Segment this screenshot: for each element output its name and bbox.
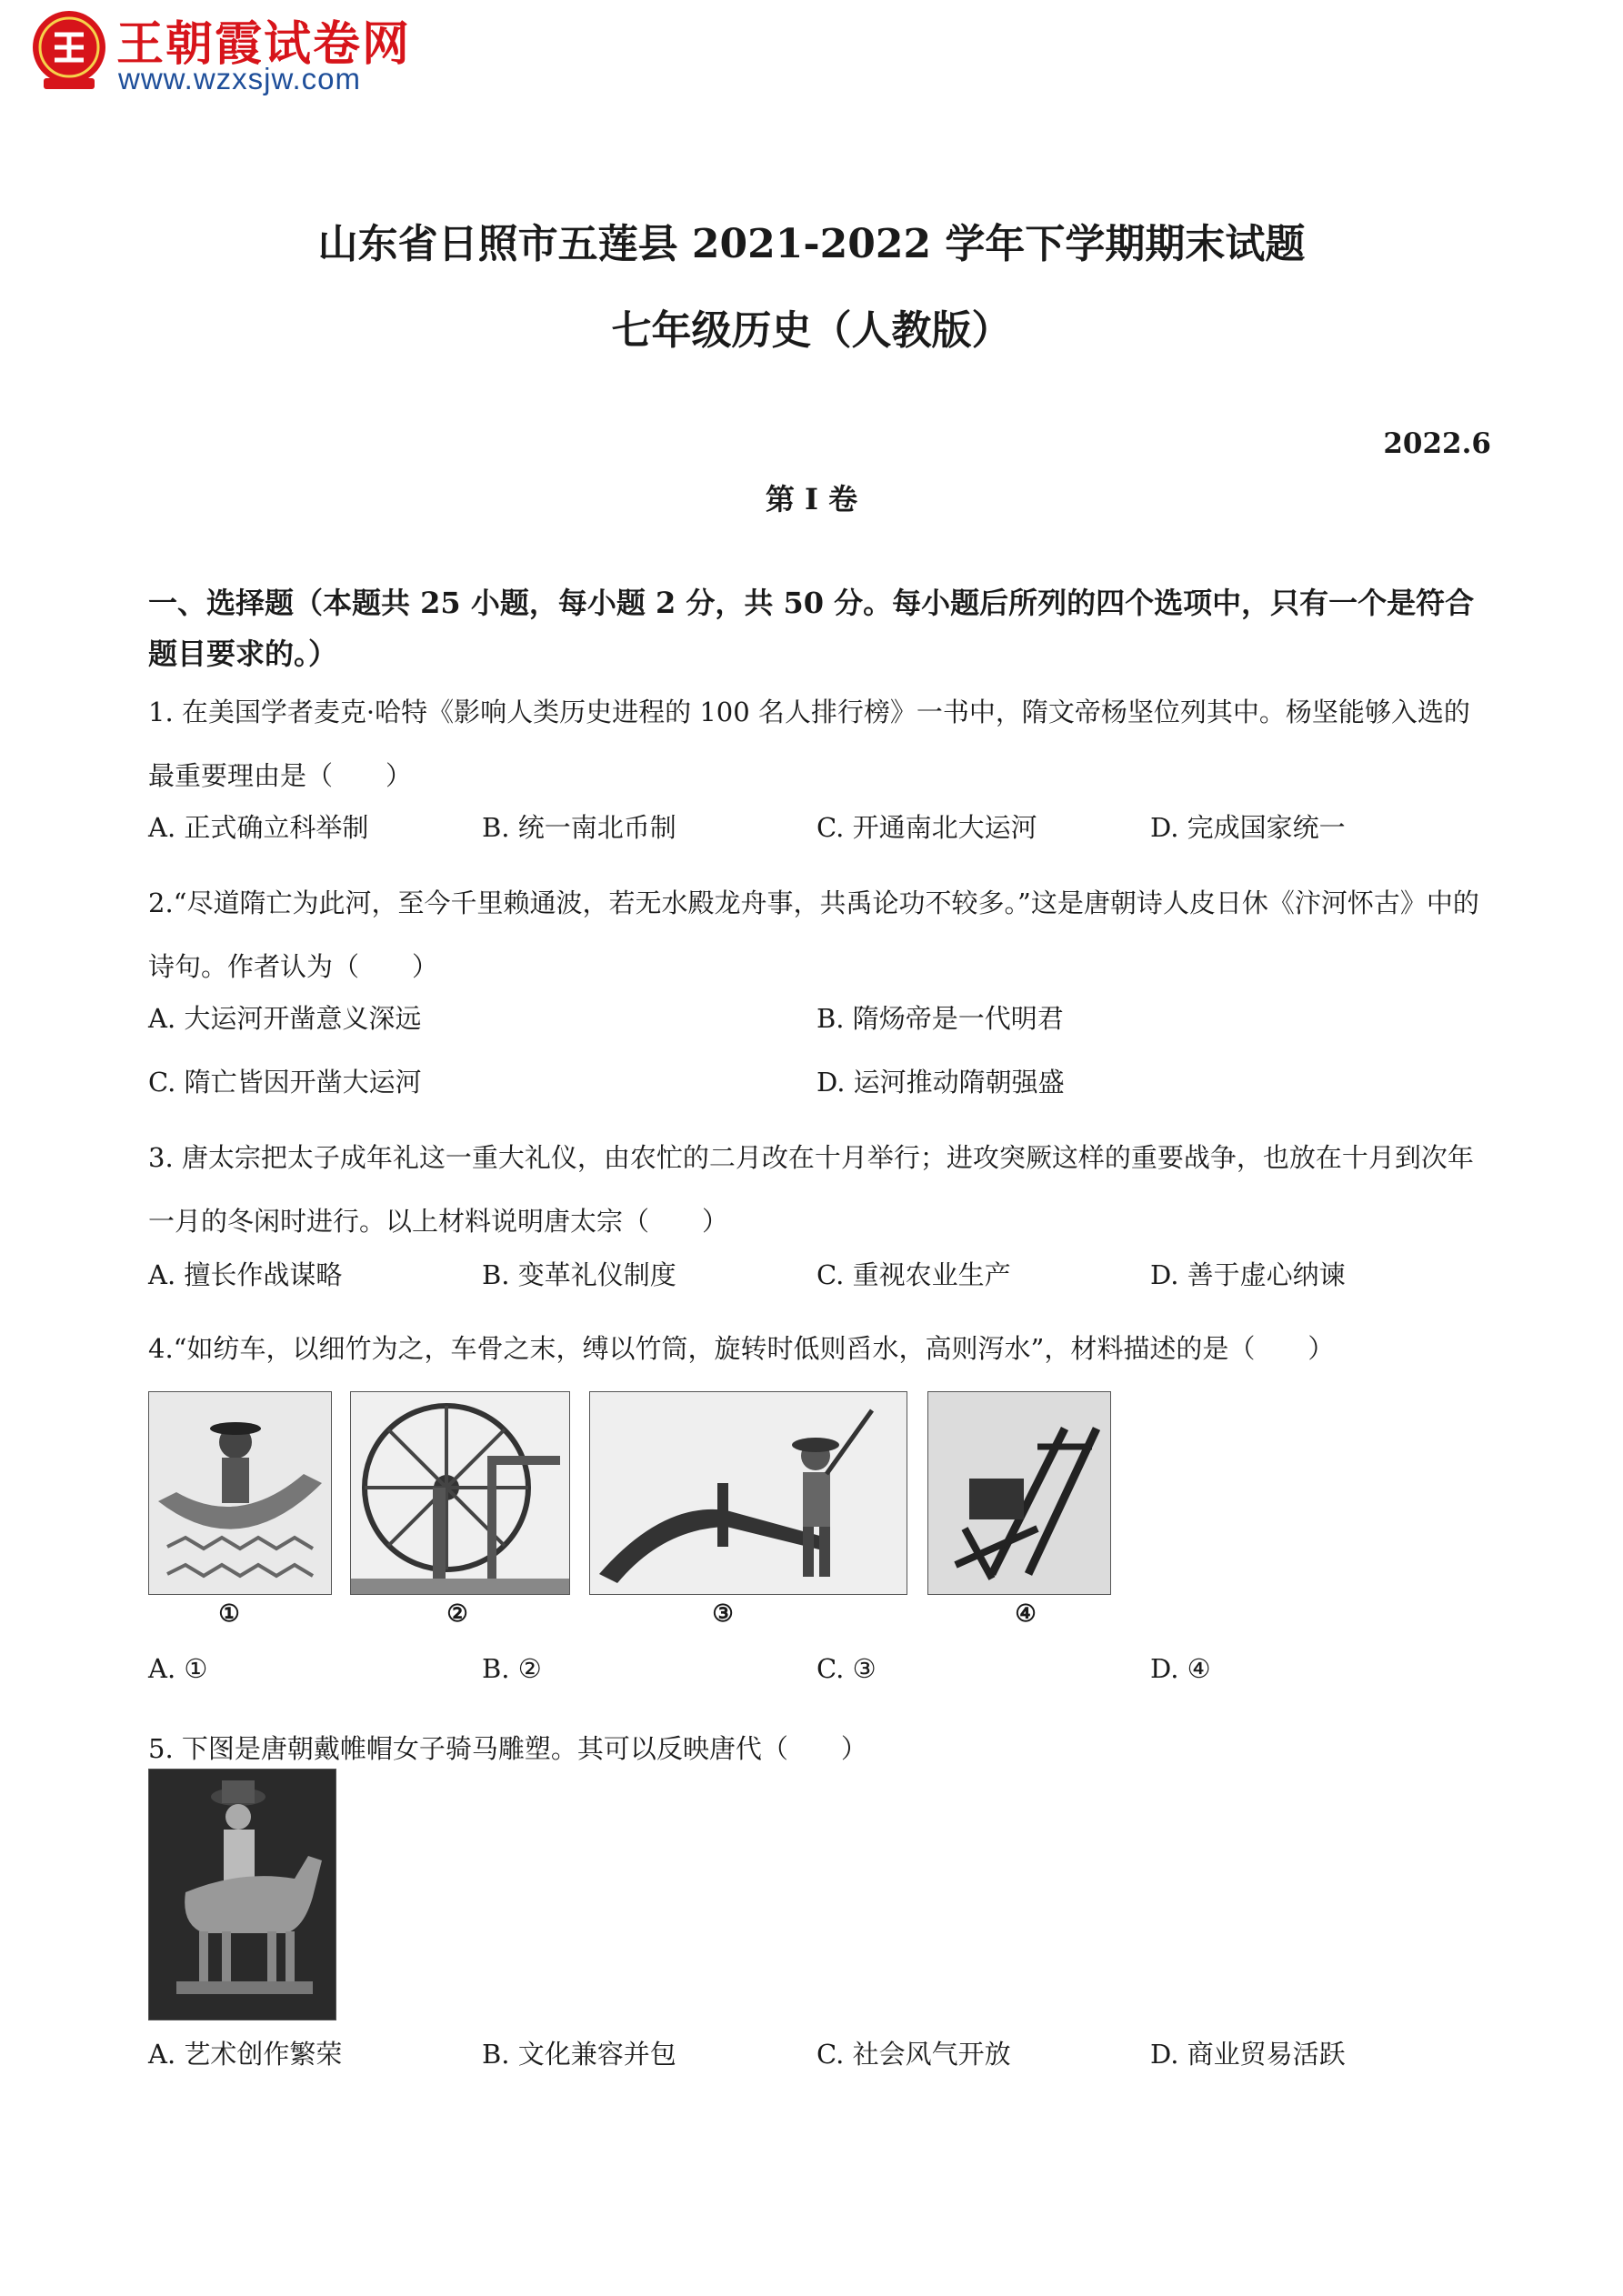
- question-1-option-b[interactable]: B. 统一南北币制: [482, 812, 676, 843]
- question-2-option-a[interactable]: A. 大运河开凿意义深远: [148, 1003, 422, 1034]
- question-4-image-3: [589, 1391, 907, 1595]
- question-1-option-d[interactable]: D. 完成国家统一: [1150, 812, 1346, 843]
- question-5-option-d[interactable]: D. 商业贸易活跃: [1150, 2039, 1346, 2070]
- question-3-option-d[interactable]: D. 善于虚心纳谏: [1150, 1259, 1346, 1290]
- question-5-option-c[interactable]: C. 社会风气开放: [817, 2039, 1011, 2070]
- question-1-stem: 1. 在美国学者麦克·哈特《影响人类历史进程的 100 名人排行榜》一书中，隋文帝杨坚位列其中。杨坚能够入选的最重要理由是（ ）: [148, 697, 1470, 791]
- section-heading: 一、选择题（本题共 25 小题，每小题 2 分，共 50 分。每小题后所列的四个选项中，只有一个是符合题目要求的。）: [148, 586, 1475, 671]
- question-1-option-c[interactable]: C. 开通南北大运河: [817, 812, 1037, 843]
- watermark-logo: [27, 7, 111, 91]
- question-2-option-b[interactable]: B. 隋炀帝是一代明君: [817, 1003, 1064, 1034]
- exam-date: 2022.6: [1383, 427, 1491, 460]
- question-4-image-label-1: ①: [218, 1600, 240, 1628]
- question-4-option-b[interactable]: B. ②: [482, 1653, 542, 1684]
- question-3-option-b[interactable]: B. 变革礼仪制度: [482, 1259, 676, 1290]
- question-4-image-1: [148, 1391, 332, 1595]
- question-4-image-2: [350, 1391, 570, 1595]
- question-4-option-c[interactable]: C. ③: [817, 1653, 877, 1684]
- question-1-option-a[interactable]: A. 正式确立科举制: [148, 812, 369, 843]
- question-4-image-label-2: ②: [446, 1600, 468, 1628]
- volume-label: 第 I 卷: [765, 482, 858, 516]
- question-3-option-a[interactable]: A. 擅长作战谋略: [148, 1259, 343, 1290]
- question-5-option-b[interactable]: B. 文化兼容并包: [482, 2039, 676, 2070]
- question-4-image-4: [927, 1391, 1111, 1595]
- exam-title: 山东省日照市五莲县 2021-2022 学年下学期期末试题: [317, 221, 1306, 267]
- watermark-url[interactable]: www.wzxsjw.com: [118, 62, 362, 95]
- question-5-image: [148, 1769, 336, 2020]
- question-2-option-d[interactable]: D. 运河推动隋朝强盛: [817, 1067, 1065, 1098]
- question-2-option-c[interactable]: C. 隋亡皆因开凿大运河: [148, 1067, 422, 1098]
- question-4-stem: 4.“如纺车，以细竹为之，车骨之末，缚以竹筒，旋转时低则舀水，高则泻水”，材料描述的是（ ）: [148, 1333, 1335, 1364]
- question-4-image-label-4: ④: [1015, 1600, 1037, 1628]
- question-4-option-d[interactable]: D. ④: [1150, 1653, 1211, 1684]
- exam-subtitle: 七年级历史（人教版）: [611, 307, 1012, 354]
- question-3-stem: 3. 唐太宗把太子成年礼这一重大礼仪，由农忙的二月改在十月举行；进攻突厥这样的重要战争，也放在十月到次年一月的冬闲时进行。以上材料说明唐太宗（ ）: [148, 1142, 1474, 1237]
- question-2-stem: 2.“尽道隋亡为此河，至今千里赖通波，若无水殿龙舟事，共禹论功不较多。”这是唐朝诗人皮日休《汴河怀古》中的诗句。作者认为（ ）: [148, 887, 1479, 982]
- question-3-option-c[interactable]: C. 重视农业生产: [817, 1259, 1011, 1290]
- question-4-option-a[interactable]: A. ①: [148, 1653, 208, 1684]
- question-5-option-a[interactable]: A. 艺术创作繁荣: [148, 2039, 343, 2070]
- watermark-site-name: 王朝霞试卷网: [116, 17, 412, 72]
- question-5-stem: 5. 下图是唐朝戴帷帽女子骑马雕塑。其可以反映唐代（ ）: [148, 1733, 867, 1764]
- question-4-image-label-3: ③: [712, 1600, 734, 1628]
